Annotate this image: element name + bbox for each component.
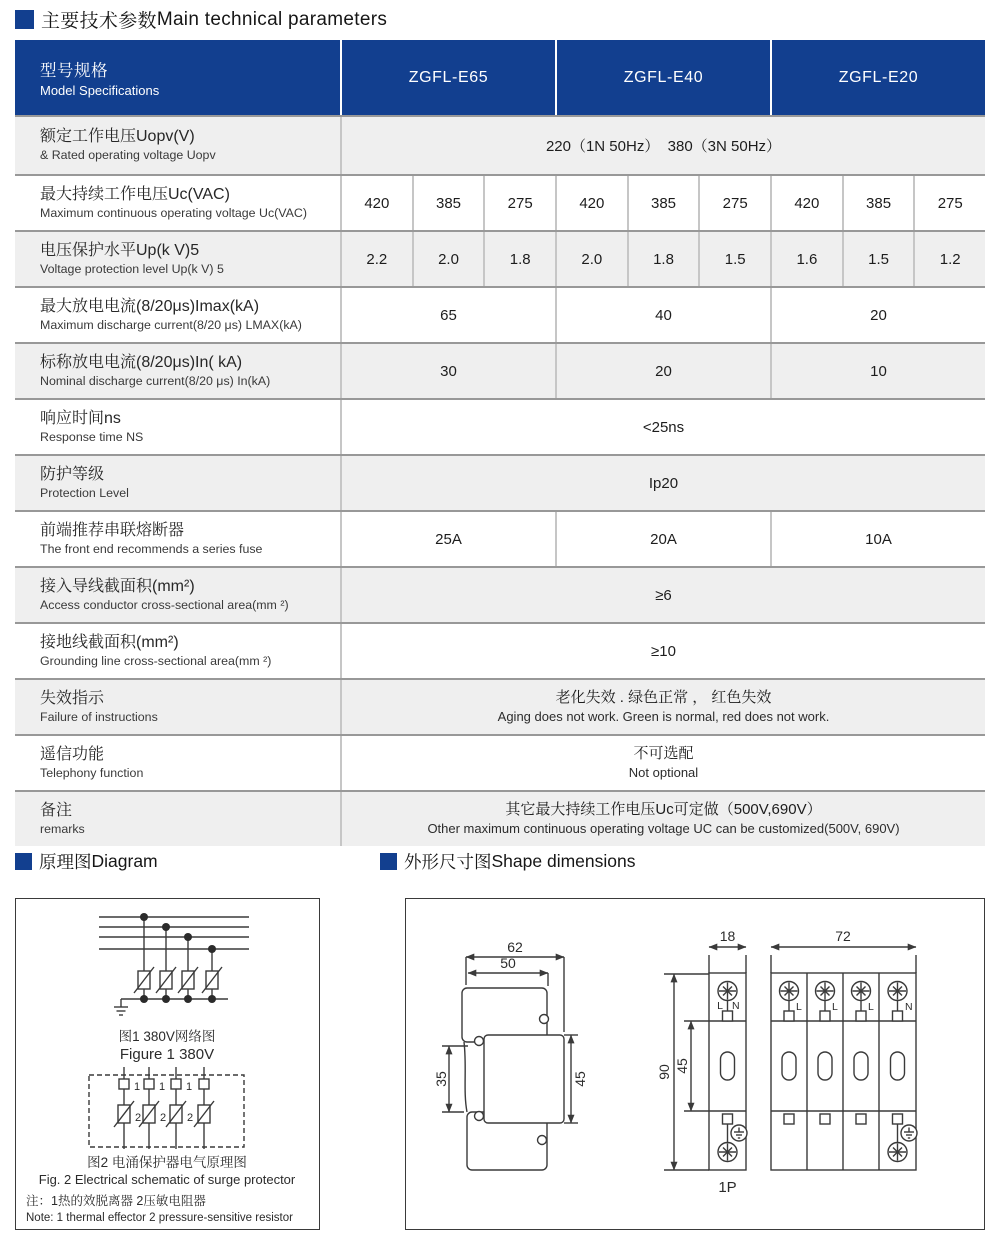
table-row — [15, 566, 985, 622]
table-row — [15, 174, 985, 230]
header-label-en: Model Specifications — [40, 83, 160, 98]
shape-dimensions-box — [405, 898, 985, 1230]
screw-terminal-icon — [852, 982, 871, 1001]
row-label-zh: 响应时间ns — [40, 409, 121, 427]
spec-value-cell: 420 — [364, 194, 390, 212]
row-label-zh: 标称放电电流(8/20μs)In( kA) — [40, 353, 243, 371]
spec-value-cell: 1.8 — [627, 232, 699, 286]
spec-value-cell: 20 — [770, 288, 985, 342]
model-column-header: ZGFL-E20 — [770, 40, 985, 115]
spec-value-cell: 20A — [555, 512, 770, 566]
diagram-texts — [26, 1029, 296, 1224]
varistor-icon — [134, 967, 154, 993]
circuit-diagram-box — [15, 898, 320, 1230]
spec-value-cell — [342, 792, 985, 846]
spec-value-cell: 65 — [440, 306, 457, 324]
main-section-title — [15, 6, 387, 33]
diagram-section-title — [15, 849, 158, 874]
diagram-note-zh: 注：1热的效脱离器 2压敏电阻器 — [26, 1194, 206, 1208]
dim-72-label: 72 — [835, 928, 851, 944]
spec-value-cell: 20 — [555, 344, 770, 398]
row-label-zh: 遥信功能 — [40, 745, 105, 763]
row-label-zh: 备注 — [40, 801, 73, 819]
spec-value-cell: 2.0 — [412, 232, 484, 286]
header-label-cell — [15, 40, 340, 115]
spec-value-cell: <25ns — [642, 418, 685, 436]
spec-value-cell: 1.6 — [770, 232, 842, 286]
row-label-en: remarks — [40, 821, 85, 836]
spec-value-cell: 1.5 — [842, 232, 914, 286]
row-label — [15, 568, 340, 622]
screw-terminal-icon — [718, 1143, 737, 1162]
row-label — [15, 400, 340, 454]
row-label-zh: 失效指示 — [40, 689, 105, 707]
main-title-zh: 主要技术参数 — [41, 11, 157, 32]
shape-title-zh: 外形尺寸图 — [404, 852, 492, 872]
row-label-zh: 电压保护水平Up(k V)5 — [40, 241, 200, 259]
fig2-caption-en: Fig. 2 Electrical schematic of surge protector — [38, 1172, 296, 1187]
varistor-icon — [202, 967, 222, 993]
dim-45-side-label: 45 — [572, 1071, 588, 1087]
main-title-en: Main technical parameters — [156, 8, 388, 30]
shape-section-title — [380, 849, 635, 874]
dim-50-label: 50 — [500, 955, 516, 971]
table-row — [15, 510, 985, 566]
row-label-en: Nominal discharge current(8/20 μs) In(kA) — [40, 373, 271, 388]
value-zh: 不可选配 — [633, 745, 694, 763]
row-label-en: The front end recommends a series fuse — [40, 541, 263, 556]
blue-square-icon — [15, 10, 34, 29]
circuit-diagram-svg — [16, 899, 319, 1229]
diagram-note-en: Note: 1 thermal effector 2 pressure-sensitive resistor — [26, 1212, 293, 1224]
spec-value-cell: ≥6 — [655, 586, 672, 604]
dim-35-label: 35 — [433, 1071, 449, 1087]
row-label — [15, 117, 340, 174]
row-label-zh: 前端推荐串联熔断器 — [40, 521, 185, 539]
spec-value-cell: ≥10 — [651, 642, 676, 660]
dim-90-label: 90 — [656, 1064, 672, 1080]
row-label — [15, 680, 340, 734]
spec-value-cell: 10 — [770, 344, 985, 398]
row-label — [15, 792, 340, 846]
value-en: Other maximum continuous operating voltage UC can be customized(500V, 690V) — [427, 821, 900, 837]
fig2-schematic — [89, 1067, 244, 1149]
spec-value-cell: 275 — [698, 176, 770, 230]
terminal-label-l: L — [796, 1001, 802, 1013]
spec-value-cell: 385 — [412, 176, 484, 230]
dim-18-label: 18 — [719, 928, 736, 944]
varistor-icon — [178, 967, 198, 993]
earth-terminal-icon — [731, 1125, 747, 1141]
screw-terminal-icon — [718, 982, 737, 1001]
row-label-zh: 最大持续工作电压Uc(VAC) — [40, 185, 230, 203]
component-number-label: 1 — [186, 1081, 193, 1093]
spec-value-cell: 1.2 — [913, 232, 985, 286]
fig1-network-diagram — [99, 913, 249, 1015]
spec-table — [15, 40, 985, 846]
row-label-zh: 额定工作电压Uopv(V) — [40, 128, 195, 146]
terminal-label-l: L — [832, 1001, 838, 1013]
table-row — [15, 230, 985, 286]
row-label — [15, 344, 340, 398]
shape-title-en: Shape dimensions — [491, 851, 636, 871]
value-en: Aging does not work. Green is normal, red does not work. — [497, 709, 830, 725]
terminal-label-l: L — [868, 1001, 874, 1013]
row-label-en: & Rated operating voltage Uopv — [40, 148, 216, 163]
screw-terminal-icon — [888, 982, 907, 1001]
spec-value-cell — [342, 680, 985, 734]
row-label-en: Maximum discharge current(8/20 μs) LMAX(kA) — [40, 317, 302, 332]
shape-dimensions-svg — [406, 899, 984, 1229]
row-label-zh: 接地线截面积(mm²) — [40, 633, 179, 651]
spec-value-cell: 275 — [483, 176, 555, 230]
spec-value-cell: 40 — [555, 288, 770, 342]
table-row — [15, 678, 985, 734]
row-label-en: Failure of instructions — [40, 709, 158, 724]
table-row — [15, 734, 985, 790]
model-column-header: ZGFL-E65 — [340, 40, 555, 115]
table-row — [15, 115, 985, 174]
table-row — [15, 622, 985, 678]
spec-value-cell: 1.8 — [483, 232, 555, 286]
spec-value-cell: Ip20 — [648, 474, 679, 492]
row-label-en: Access conductor cross-sectional area(mm ²) — [40, 597, 289, 612]
dim-62-label: 62 — [507, 939, 523, 955]
spec-value-cell: 30 — [440, 362, 457, 380]
dim-45-front-label: 45 — [674, 1058, 690, 1074]
value-en: Not optional — [628, 765, 699, 781]
row-label-en: Voltage protection level Up(k V) 5 — [40, 261, 224, 276]
blue-square-icon — [380, 853, 397, 870]
row-label-en: Protection Level — [40, 485, 129, 500]
row-label — [15, 288, 340, 342]
fig1-caption-en: Figure 1 380V — [119, 1046, 215, 1063]
spec-value-cell: 1.5 — [698, 232, 770, 286]
blue-square-icon — [15, 853, 32, 870]
terminal-label-l: L — [717, 1000, 723, 1012]
screw-terminal-icon — [816, 982, 835, 1001]
component-number-label: 1 — [159, 1081, 166, 1093]
spec-value-cell: 2.2 — [366, 250, 388, 268]
slot-oval — [721, 1052, 735, 1080]
row-label-en: Grounding line cross-sectional area(mm ²) — [40, 653, 272, 668]
row-label-zh: 最大放电电流(8/20μs)Imax(kA) — [40, 297, 260, 315]
header-label-zh: 型号规格 — [40, 62, 108, 80]
earth-terminal-icon — [901, 1125, 917, 1141]
screw-terminal-icon — [780, 982, 799, 1001]
diagram-title-en: Diagram — [91, 851, 158, 871]
spec-value-cell: 420 — [555, 176, 627, 230]
component-number-label: 2 — [135, 1112, 142, 1124]
spec-value-cell: 385 — [842, 176, 914, 230]
row-label-en: Response time NS — [40, 429, 144, 444]
row-label — [15, 176, 340, 230]
table-row — [15, 398, 985, 454]
fig1-caption-zh: 图1 380V网络图 — [118, 1029, 216, 1044]
row-label-en: Maximum continuous operating voltage Uc(VAC) — [40, 205, 307, 220]
row-label — [15, 512, 340, 566]
row-label-en: Telephony function — [40, 765, 144, 780]
table-header-row — [15, 40, 985, 115]
table-row — [15, 342, 985, 398]
table-row — [15, 454, 985, 510]
row-label-zh: 防护等级 — [40, 465, 105, 483]
diagram-title-zh: 原理图 — [39, 852, 92, 872]
table-row — [15, 286, 985, 342]
ground-symbol-icon — [114, 999, 128, 1015]
screw-terminal-icon — [888, 1143, 907, 1162]
table-row — [15, 790, 985, 846]
terminal-label-n: N — [732, 1000, 740, 1012]
pole-count-label: 1P — [718, 1179, 737, 1196]
varistor-icon — [156, 967, 176, 993]
row-label — [15, 624, 340, 678]
spec-value-cell: 220（1N 50Hz） 380（3N 50Hz） — [545, 138, 782, 155]
row-label — [15, 456, 340, 510]
value-zh: 老化失效 . 绿色正常 ， 红色失效 — [555, 689, 772, 707]
spec-value-cell: 10A — [770, 512, 985, 566]
component-number-label: 1 — [134, 1081, 141, 1093]
spec-value-cell: 275 — [913, 176, 985, 230]
value-zh: 其它最大持续工作电压Uc可定做（500V,690V） — [505, 801, 822, 819]
fig2-caption-zh: 图2 电涌保护器电气原理图 — [87, 1155, 247, 1170]
spec-value-cell: 2.0 — [555, 232, 627, 286]
spec-value-cell: 25A — [435, 530, 462, 548]
spec-value-cell: 420 — [770, 176, 842, 230]
row-label — [15, 232, 340, 286]
model-column-header: ZGFL-E40 — [555, 40, 770, 115]
component-number-label: 2 — [160, 1112, 167, 1124]
front-view-4p — [771, 947, 917, 1170]
spec-value-cell: 385 — [627, 176, 699, 230]
spec-value-cell — [342, 736, 985, 790]
row-label — [15, 736, 340, 790]
side-view-drawing — [442, 957, 578, 1170]
component-number-label: 2 — [187, 1112, 194, 1124]
row-label-zh: 接入导线截面积(mm²) — [40, 577, 195, 595]
terminal-label-n: N — [905, 1001, 913, 1013]
